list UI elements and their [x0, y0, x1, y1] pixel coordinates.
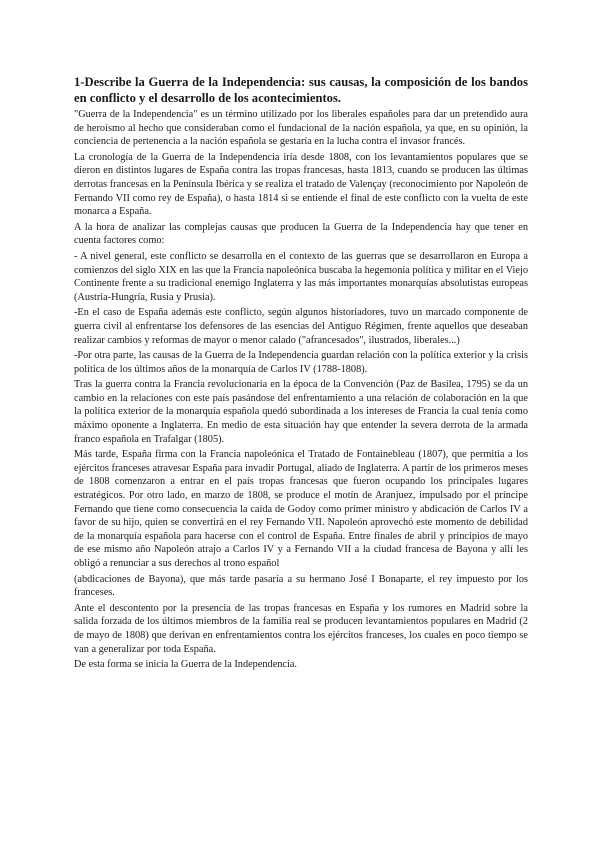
paragraph-conclusion: De esta forma se inicia la Guerra de la Independencia.	[74, 659, 297, 671]
paragraph-convention: Tras la guerra contra la Francia revolucionaria en la época de la Convención (Paz de Basilea, 1795) se da un cambio en la relaciones con este país pasándose del enfrentamiento a una relación de colaboración en la que la política exterior de la monarquía española quedó subordinada a los intereses de Francia la cual tenía como máximo oponente a Inglaterra. En medio de esta situación hay que entender la severa derrota de la armada franco española en Trafalgar (1805).	[74, 379, 528, 445]
paragraph-bayona: (abdicaciones de Bayona), que más tarde pasaría a su hermano José I Bonaparte, el rey impuesto por los franceses.	[74, 573, 528, 599]
document-title: 1-Describe la Guerra de la Independencia: sus causas, la composición de los bandos en conflicto y el desarrollo de los acontecimientos.	[74, 75, 528, 105]
paragraph-causes-intro: A la hora de analizar las complejas causas que producen la Guerra de la Independencia hay que tener en cuenta factores como:	[74, 221, 528, 247]
paragraph-cause-foreign-policy: -Por otra parte, las causas de la Guerra de la Independencia guardan relación con la política exterior y la crisis política de los últimos años de la monarquía de Carlos IV (1788-1808).	[74, 350, 528, 375]
paragraph-uprising: Ante el descontento por la presencia de las tropas francesas en España y los rumores en Madrid sobre la salida forzada de los últimos miembros de la familia real se producen levantamientos populares en Madrid (2 de mayo de 1808) que derivan en enfrentamientos contra los ejércitos franceses, los cuales en poco tiempo se van a generalizar por toda España.	[74, 602, 528, 655]
document-page	[74, 74, 528, 674]
paragraph-intro: "Guerra de la Independencia" es un término utilizado por los liberales españoles para dar un pretendido aura de heroísmo al hecho que consideraban como el fundacional de la nación española, ya que, en su opinión, la conciencia de pertenencia a la nación española se gestaría en la lucha contra el invasor francés.	[74, 109, 528, 148]
paragraph-fontainebleau: Más tarde, España firma con la Francia napoleónica el Tratado de Fontainebleau (1807), que permitía a los ejércitos franceses atravesar España para invadir Portugal, aliado de Inglaterra. A partir de los primeros meses de 1808 comenzaron a entrar en el país tropas francesas que fueron ocupando los principales lugares estratégicos. Por otro lado, en marzo de 1808, se produce el motín de Aranjuez, impulsado por el príncipe Fernando que tiene como consecuencia la caída de Godoy como primer ministro y abdicación de Carlos IV a favor de su hijo, quien se convertirá en el rey Fernando VII. Napoleón aprovechó este momento de debilidad de la monarquía española para hacerse con el control de España. Entre finales de abril y principios de mayo de ese mismo año Napoleón atrajo a Carlos IV y a Fernando VII a la ciudad francesa de Bayona y allí les obligó a renunciar a sus derechos al trono español	[74, 449, 528, 569]
paragraph-chronology: La cronología de la Guerra de la Independencia iría desde 1808, con los levantamientos populares que se dieron en distintos lugares de España contra las tropas francesas, hasta 1813, cuando se producen las últimas derrotas francesas en la Península Ibérica y se realiza el tratado de Valençay (reconocimiento por Napoleón de Fernando VII como rey de España), o hasta 1814 si se entiende el final de este conflicto con la vuelta de este monarca a España.	[74, 151, 528, 218]
paragraph-cause-general: - A nivel general, este conflicto se desarrolla en el contexto de las guerras que se desarrollaron en Europa a comienzos del siglo XIX en las que la Francia napoleónica buscaba la hegemonía política y militar en el Viejo Continente frente a su tradicional enemigo Inglaterra y las más importantes monarquías absolutistas europeas (Austria-Hungría, Rusia y Prusia).	[74, 250, 528, 303]
paragraph-cause-civil-war: -En el caso de España además este conflicto, según algunos historiadores, tuvo un marcado componente de guerra civil al enfrentarse los defensores de las esencias del Antiguo Régimen, frente aquellos que deseaban realizar cambios y reformas de mayor o menor calado ("afrancesados", ilustrados, liberales...)	[74, 307, 528, 346]
